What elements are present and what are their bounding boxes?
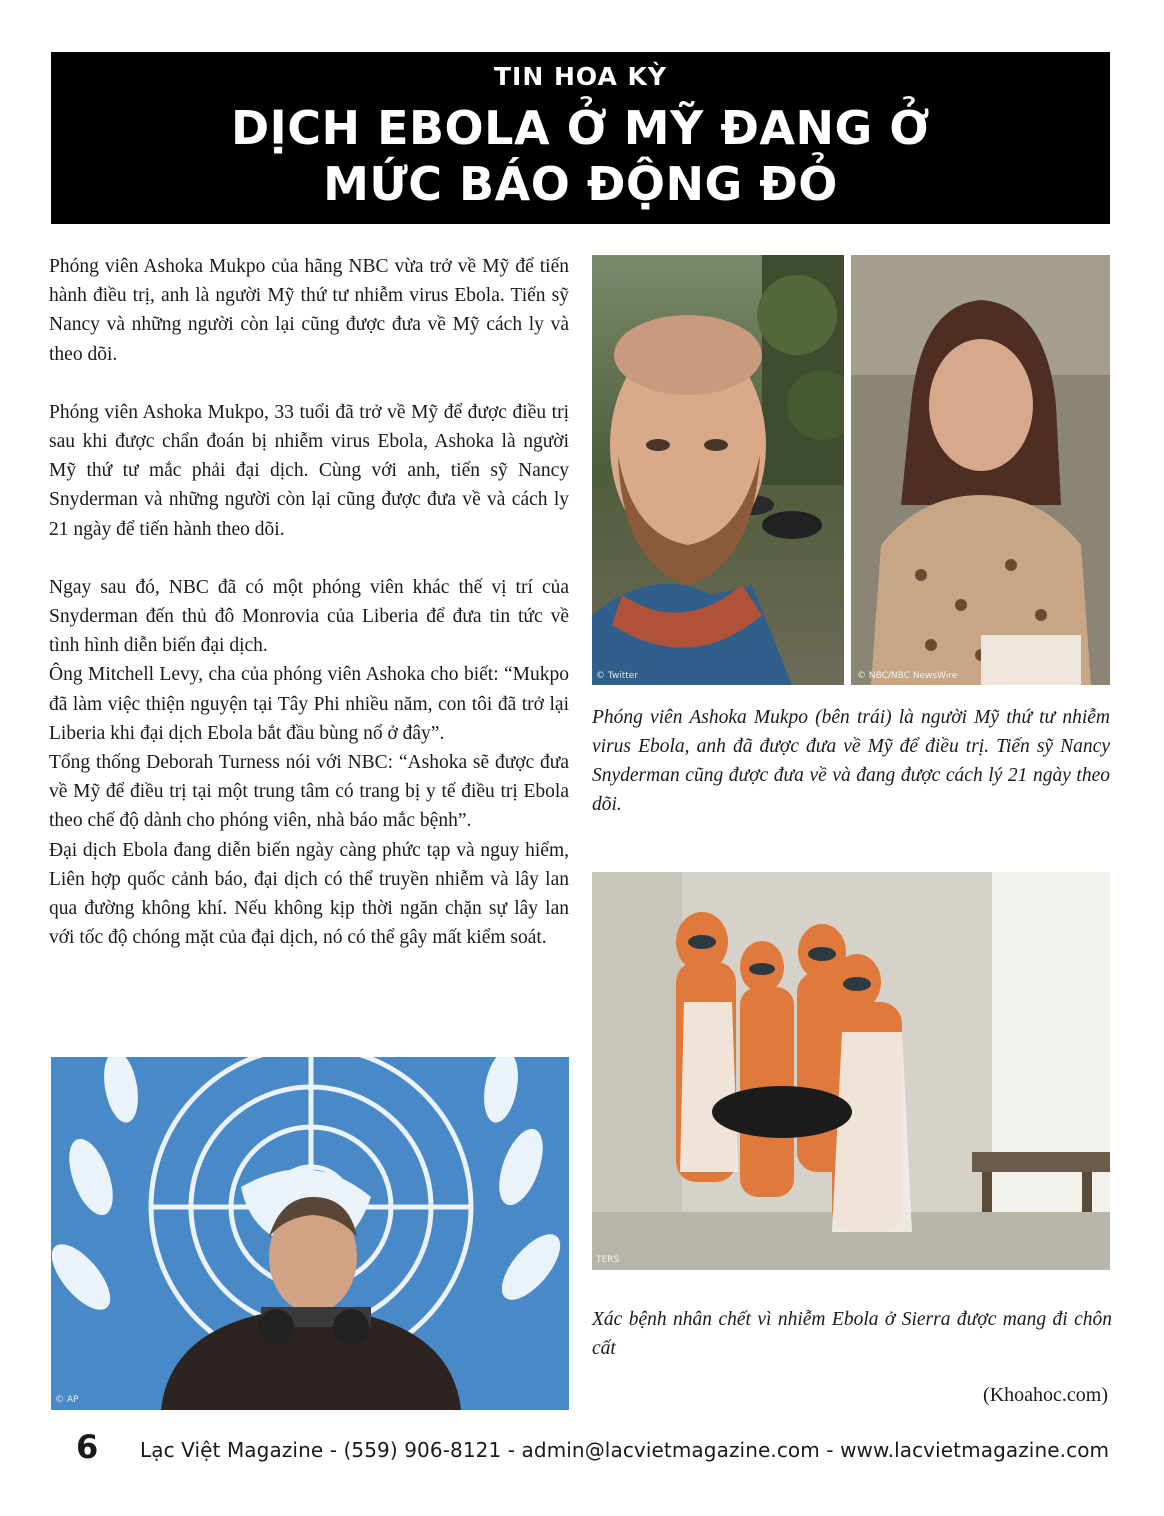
photo-mukpo xyxy=(592,255,844,685)
photo-credit-reuters: TERS xyxy=(596,1255,620,1265)
caption-bottom: Xác bệnh nhân chết vì nhiễm Ebola ở Sierra được mang đi chôn cất xyxy=(592,1309,1112,1359)
article-header xyxy=(51,52,1110,224)
article-headline xyxy=(51,100,1110,212)
caption-top: Phóng viên Ashoka Mukpo (bên trái) là người Mỹ thứ tư nhiễm virus Ebola, anh đã được đưa về Mỹ để điều trị. Tiến sỹ Nancy Snyderman cũng được đưa về và đang được cách lý 21 ngày theo dõi. xyxy=(592,707,1110,815)
photo-snyderman xyxy=(851,255,1110,685)
photo-credit-ap: © AP xyxy=(55,1395,79,1405)
footer-contact-line: Lạc Việt Magazine - (559) 906-8121 - admin@lacvietmagazine.com - www.lacvietmagazine.com xyxy=(140,1438,1110,1462)
photo-health-workers xyxy=(592,872,1110,1270)
photo-credit-twitter: © Twitter xyxy=(596,671,639,681)
photo-un-briefing xyxy=(51,1057,569,1410)
article-source: (Khoahoc.com) xyxy=(983,1384,1108,1406)
photo-credit-nbc: © NBC/NBC NewsWire xyxy=(857,671,958,681)
headline-line-2: MỨC BÁO ĐỘNG ĐỎ xyxy=(323,157,838,211)
paragraph-4: Ông Mitchell Levy, cha của phóng viên Ashoka cho biết: “Mukpo đã làm việc thiện nguyện tại Tây Phi nhiều năm, con tôi đã trở lại Liberia khi đại dịch Ebola bắt đầu bùng nổ ở đây”. xyxy=(49,664,569,744)
page-footer xyxy=(0,1428,1164,1468)
paragraph-3: Ngay sau đó, NBC đã có một phóng viên khác thế vị trí của Snyderman đến thủ đô Monrovia của Liberia để đưa tin tức về tình hình diễn biến đại dịch. xyxy=(49,576,569,657)
paragraph-intro: Phóng viên Ashoka Mukpo của hãng NBC vừa trở về Mỹ để tiến hành điều trị, anh là người Mỹ thứ tư nhiễm virus Ebola. Tiến sỹ Nancy và những người còn lại cũng được đưa về Mỹ cách ly và theo dõi. xyxy=(49,256,569,365)
section-label: TIN HOA KỲ xyxy=(493,62,667,91)
article-body xyxy=(49,252,569,952)
page-number: 6 xyxy=(76,1428,99,1466)
paragraph-5: Tổng thống Deborah Turness nói với NBC: “Ashoka sẽ được đưa về Mỹ để điều trị tại một trung tâm có trang bị y tế điều trị Ebola theo chế độ dành cho phóng viên, nhà báo mắc bệnh”. xyxy=(49,752,569,832)
headline-line-1: DỊCH EBOLA Ở MỸ ĐANG Ở xyxy=(231,101,930,155)
paragraph-2: Phóng viên Ashoka Mukpo, 33 tuổi đã trở về Mỹ để được điều trị sau khi được chẩn đoán bị nhiễm virus Ebola, Ashoka là người Mỹ thứ tư mắc phải đại dịch. Cùng với anh, tiến sỹ Nancy Snyderman và những người còn lại cũng được đưa về và cách ly 21 ngày để tiến hành theo dõi. xyxy=(49,401,569,540)
paragraph-6: Đại dịch Ebola đang diễn biến ngày càng phức tạp và nguy hiểm, Liên hợp quốc cảnh báo, đại dịch có thể truyền nhiễm và lây lan qua đường không khí. Nếu không kịp thời ngăn chặn sự lây lan với tốc độ chóng mặt của đại dịch, nó có thể gây mất kiểm soát. xyxy=(49,839,569,949)
